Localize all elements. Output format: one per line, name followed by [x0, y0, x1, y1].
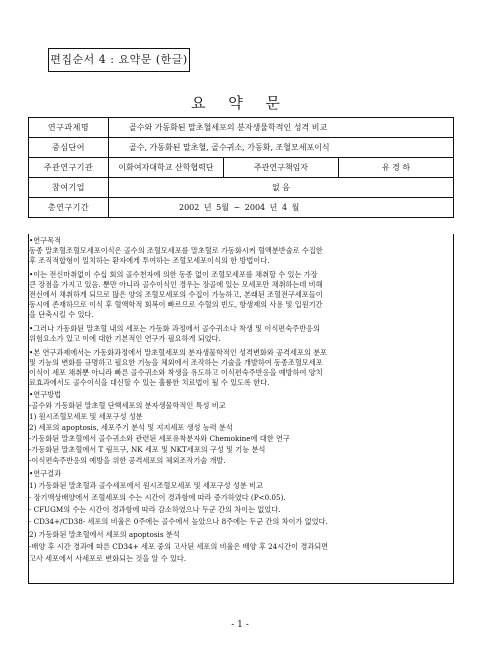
keywords-value: 골수, 가동화된 말초혈, 골수귀소, 가동화, 조혈모세포이식	[109, 138, 454, 158]
pi-label: 주관연구책임자	[224, 158, 339, 178]
table-row	[29, 178, 454, 198]
body-line: •연구목적	[29, 236, 62, 245]
table-row	[29, 198, 454, 218]
project-value: 골수와 가동화된 말초혈세포의 분자생물학적인 성격 비교	[109, 118, 454, 138]
body-line: -배양 후 시간 경과에 따른 CD34+ 세포 중의 고사된 세포의 비율은 배양 후 24시간이 경과되면	[29, 542, 329, 551]
summary-body	[28, 234, 454, 584]
body-line: -가동화된 말초혈에서 T 림프구, NK 세포 및 NKT세포의 구성 및 기능 분석	[29, 445, 266, 454]
body-line: 료효과에서도 골수이식을 대신할 수 있는 훌륭한 치료법이 될 수 있도록 한다.	[29, 378, 270, 387]
body-line: · CD34+/CD38- 세포의 비율은 0주에는 골수에서 높았으나 8주에는 두군 간의 차이가 없었다.	[29, 517, 328, 526]
body-line: 전신에서 채취하게 되므로 많은 양의 조혈모세포의 수집이 가능하고, 본래된 조혈전구세포들이	[29, 290, 323, 299]
project-label: 연구과제명	[29, 118, 109, 138]
body-line: 위험요소가 있고 이에 대한 기본적인 연구가 필요하게 되었다.	[29, 334, 221, 343]
body-line: · CFUGM의 수는 시간이 경과함에 따라 감소하였으나 두군 간의 차이는 없었다.	[29, 505, 281, 514]
body-line: · 장기액상배양에서 조혈세포의 수는 시간이 경과함에 따라 증가하였다 (P<0.05).	[29, 493, 286, 502]
pi-value: 유 경 하	[339, 158, 454, 178]
body-line: 2) 세포의 apoptosis, 세포주기 분석 및 지지세포 생성 능력 분석	[29, 423, 233, 432]
body-line: 동시에 존재하므로 이식 후 혈액학적 회복이 빠르므로 수혈의 빈도, 항생제의 사용 및 입원기간	[29, 300, 323, 309]
body-line: •본 연구과제에서는 가동화과정에서 말초혈세포의 분자생물학적인 성격변화와 공격세포의 분포	[29, 348, 327, 357]
institution-value: 이화여자대학교 산학협력단	[109, 158, 224, 178]
body-line: 을 단축시킬 수 있다.	[29, 310, 94, 319]
body-line: 2) 가동화된 말초혈에서 세포의 apoptosis 분석	[29, 530, 180, 539]
body-line: 1) 가동화된 말초혈과 골수세포에서 원시조혈모세포 및 세포구성 성분 비교	[29, 481, 263, 490]
institution-label: 주관연구기관	[29, 158, 109, 178]
body-line: •이는 전신마취없이 수십 회의 골수천자에 의한 동종 없이 조혈모세포를 채취할 수 있는 가장	[29, 270, 318, 279]
body-line: •그러나 가동화된 말초혈 내의 세포는 가동화 과정에서 골수귀소나 착생 및 이식편숙주반응의	[29, 324, 320, 333]
page-title: 요 약 문	[190, 94, 289, 112]
body-line: 1) 원시조혈모세포 및 세포구성 성분	[29, 412, 143, 421]
body-line: •연구결과	[29, 469, 62, 478]
body-line: 고사 세포에서 사세포로 변화되는 것을 알 수 있다.	[29, 554, 187, 563]
body-line: 이식이 세포 채취뿐 아니라 빠른 골수귀소와 착생을 유도하고 이식편숙주반응을 예방하여 양치	[29, 368, 323, 377]
table-row	[29, 118, 454, 138]
body-line: 후 조직적합형이 일치하는 환자에게 투여하는 조혈모세포이식의 한 방법이다.	[29, 256, 270, 265]
summary-info-table	[28, 117, 454, 218]
keywords-label: 중심단어	[29, 138, 109, 158]
table-row	[29, 138, 454, 158]
body-line: 및 기능의 변화를 규명하고 필요한 기능을 체외에서 조작하는 기술을 개발하여 동종조혈모세포	[29, 358, 323, 367]
page-number: - 1 -	[231, 620, 249, 630]
body-line: 큰 장점을 가지고 있음. 뿐만 아니라 골수이식인 경우는 장골에 있는 모세포만 채취하는데 비해	[29, 280, 323, 289]
period-value: 2002 년 5월 ~ 2004 년 4 월	[109, 198, 454, 218]
body-line: 동종 말초혈조혈모세포이식은 골수의 조혈모세포를 말초혈로 가동화시켜 혈액분반술로 수집한	[29, 246, 323, 255]
body-line: -이식편숙주반응의 예방을 위한 공격세포의 체외조작기술 개발.	[29, 456, 226, 465]
table-row	[29, 158, 454, 178]
period-label: 총연구기간	[29, 198, 109, 218]
body-line: •연구방법	[29, 390, 62, 399]
company-label: 참여기업	[29, 178, 109, 198]
body-line: -가동화된 말초혈에서 골수귀소와 관련된 세포유착분자와 Chemokine에 대한 연구	[29, 434, 290, 443]
body-line: -골수와 가동화된 말초혈 단핵세포의 분자생물학적인 특성 비교	[29, 401, 226, 410]
company-value: 없 음	[109, 178, 454, 198]
edit-order-label: 편집순서 4 : 요약문 (한글)	[48, 48, 190, 72]
